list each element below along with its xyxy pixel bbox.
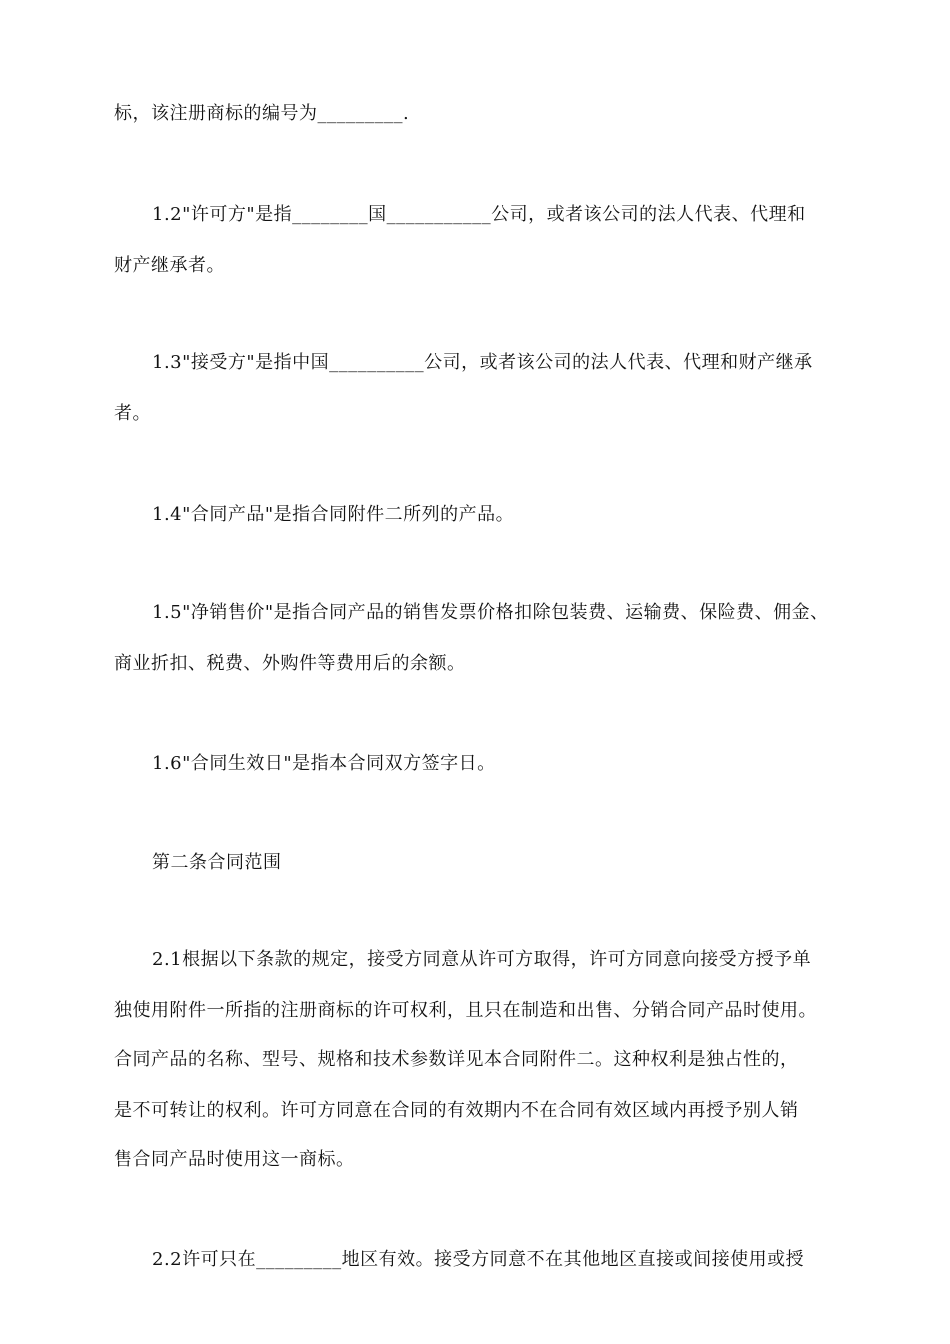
text-line: 财产继承者。 bbox=[114, 255, 225, 276]
text-line: 1.6"合同生效日"是指本合同双方签字日。 bbox=[152, 753, 496, 774]
text-line: 1.5"净销售价"是指合同产品的销售发票价格扣除包装费、运输费、保险费、佣金、 bbox=[152, 602, 829, 623]
text-line: 独使用附件一所指的注册商标的许可权利，且只在制造和出售、分销合同产品时使用。 bbox=[114, 1000, 817, 1021]
section-heading: 第二条合同范围 bbox=[152, 852, 282, 873]
text-line: 2.1根据以下条款的规定，接受方同意从许可方取得，许可方同意向接受方授予单 bbox=[152, 949, 812, 970]
text-line: 商业折扣、税费、外购件等费用后的余额。 bbox=[114, 653, 466, 674]
text-line: 1.4"合同产品"是指合同附件二所列的产品。 bbox=[152, 504, 515, 525]
text-line: 是不可转让的权利。许可方同意在合同的有效期内不在合同有效区域内再授予别人销 bbox=[114, 1100, 799, 1121]
text-line: 售合同产品时使用这一商标。 bbox=[114, 1149, 355, 1170]
text-line: 2.2许可只在_________地区有效。接受方同意不在其他地区直接或间接使用或授 bbox=[152, 1249, 805, 1270]
text-line: 者。 bbox=[114, 403, 151, 424]
text-line: 标，该注册商标的编号为_________. bbox=[114, 103, 410, 124]
text-line: 1.2"许可方"是指________国___________公司，或者该公司的法人代表、代理和 bbox=[152, 204, 806, 225]
text-line: 合同产品的名称、型号、规格和技术参数详见本合同附件二。这种权利是独占性的， bbox=[114, 1049, 799, 1070]
text-line: 1.3"接受方"是指中国__________公司，或者该公司的法人代表、代理和财产继承 bbox=[152, 352, 813, 373]
